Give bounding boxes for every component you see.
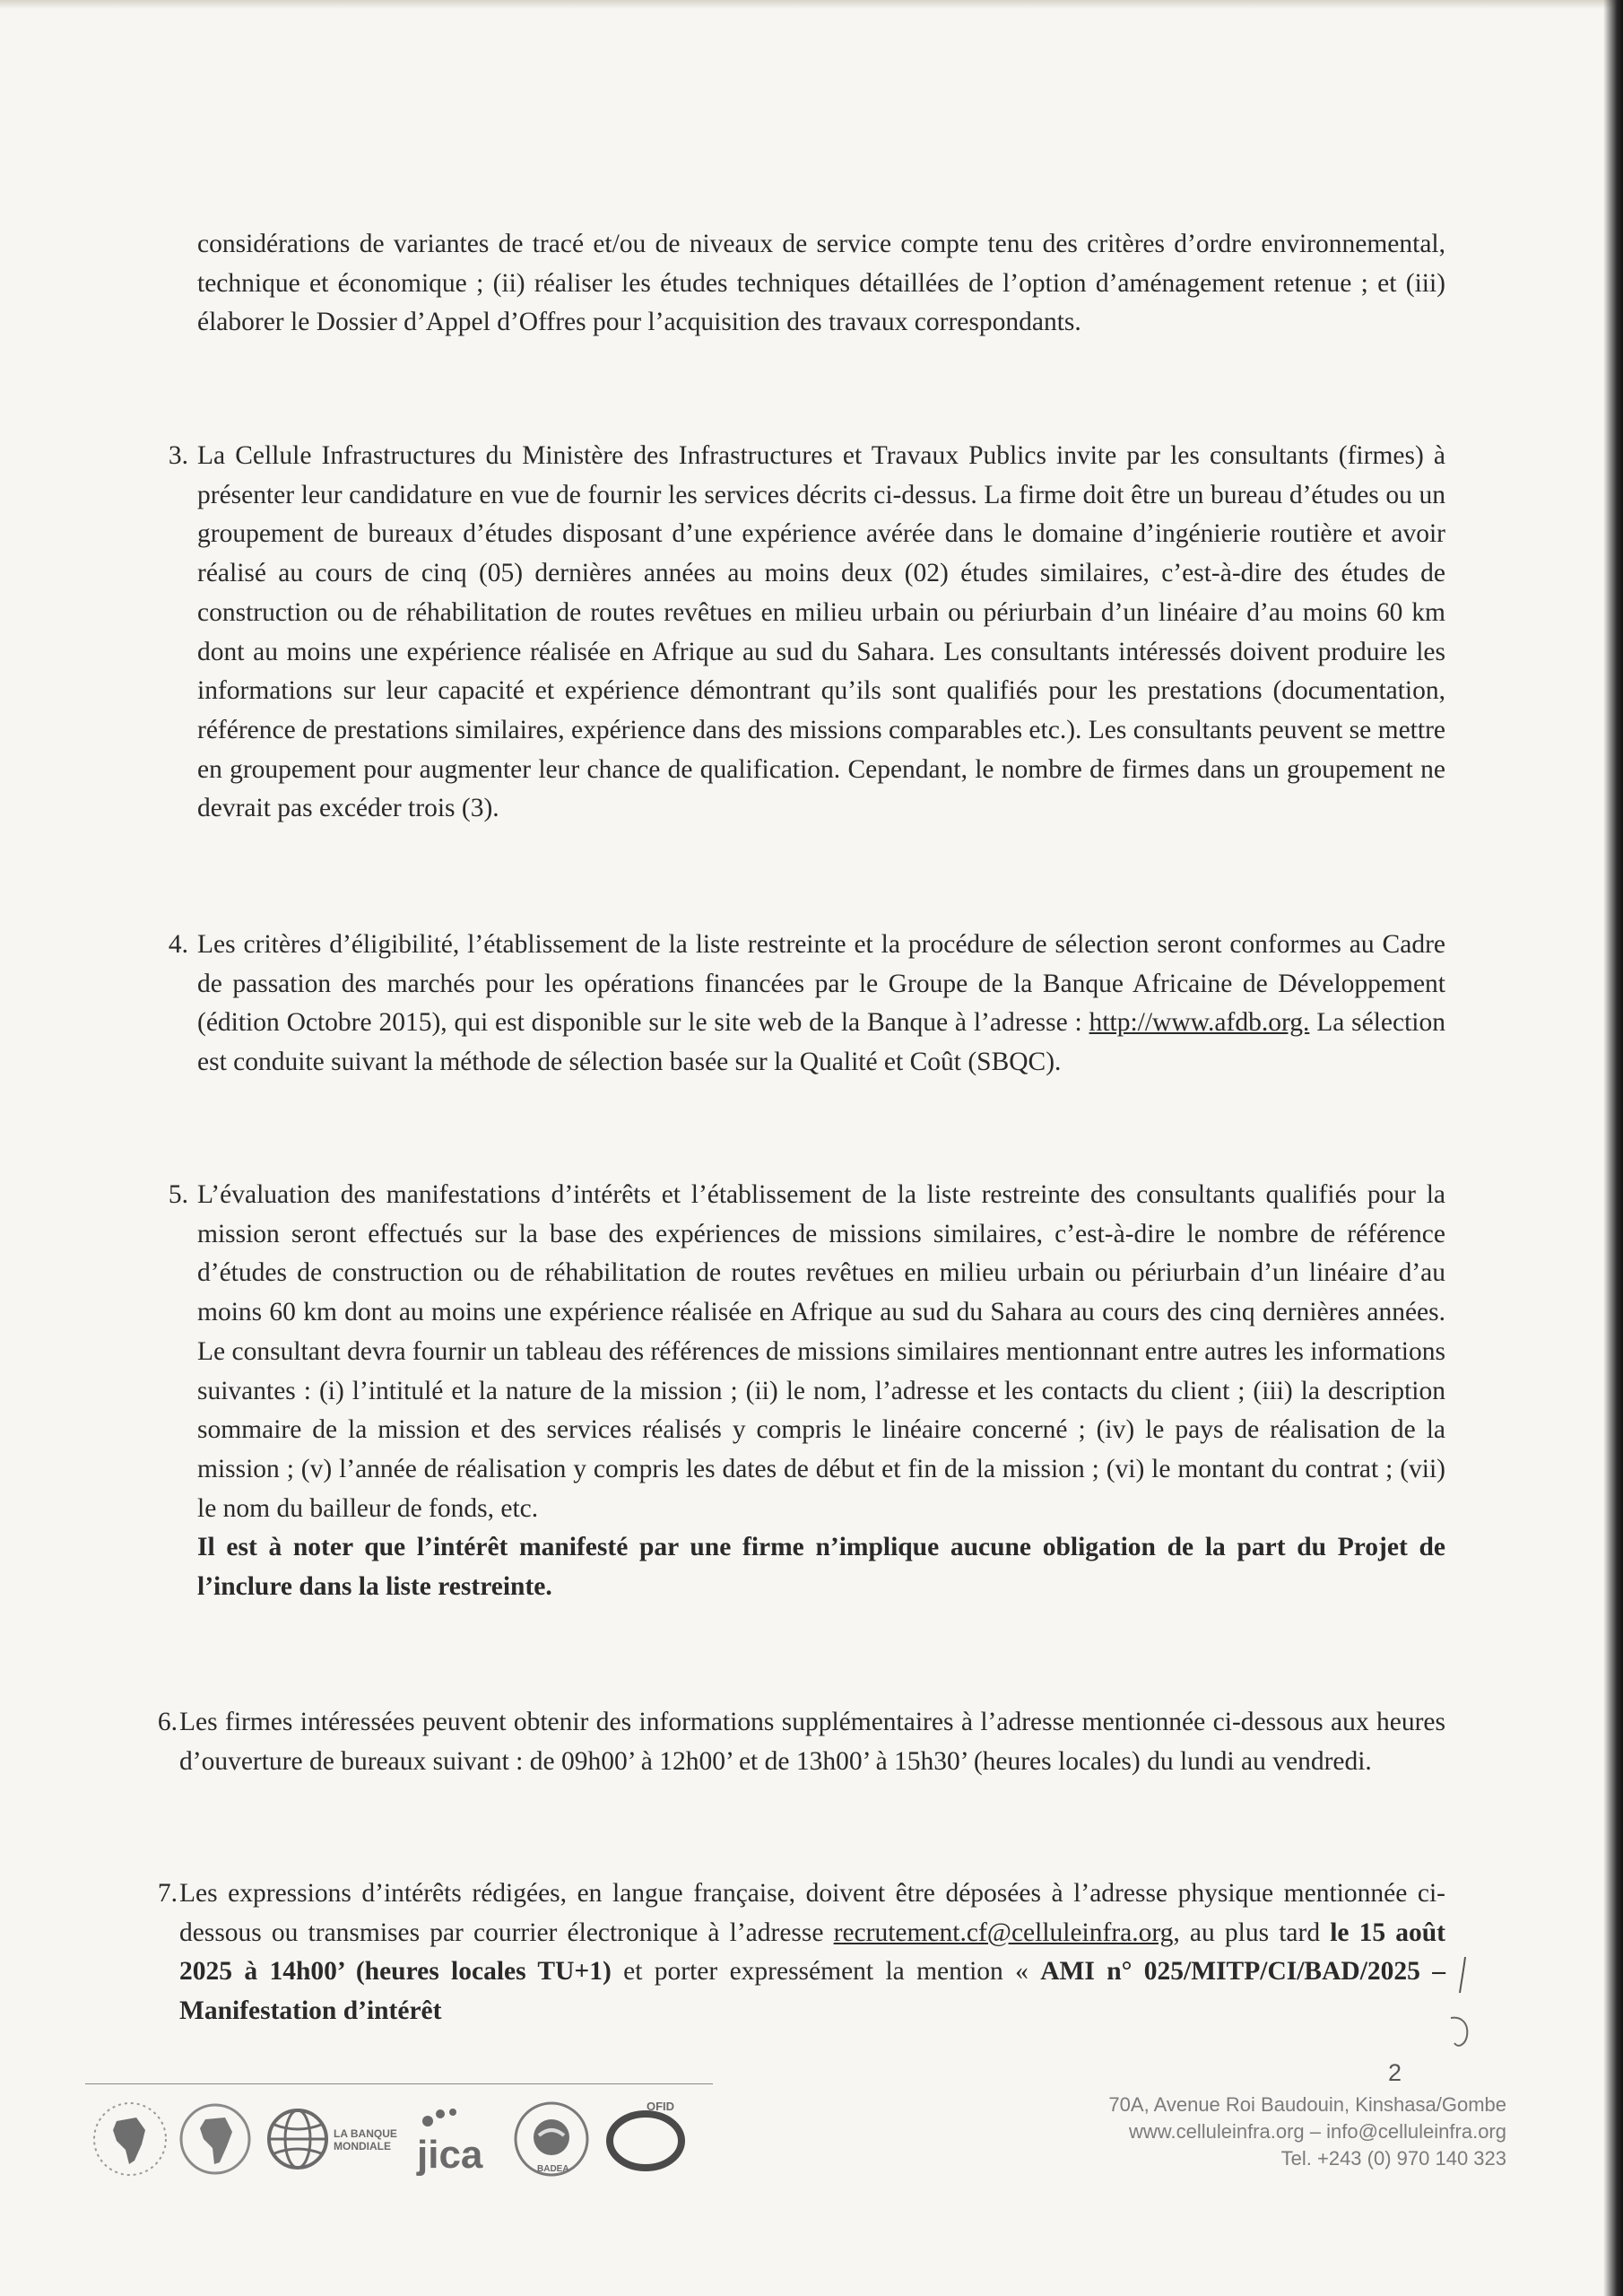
item-text-part: La sélection est conduite suivant la méthode de sélection basée sur la Qualité et Coût (SBQC). bbox=[197, 1008, 1445, 1077]
bold-notice: Il est à noter que l’intérêt manifesté par une firme n’implique aucune obligation de la part du Projet de l’inclure dans la liste restreinte. bbox=[197, 1533, 1445, 1602]
item-text-part: et porter expressément la mention « bbox=[611, 1957, 1041, 1987]
jica-wordmark: jica bbox=[417, 2133, 483, 2177]
item-text bbox=[197, 926, 1445, 1083]
page-number: 2 bbox=[1388, 2059, 1402, 2086]
item-text-part: , au plus tard bbox=[1173, 1918, 1331, 1947]
web-email-line: www.celluleinfra.org – info@celluleinfra.org bbox=[1129, 2120, 1506, 2143]
phone-line: Tel. +243 (0) 970 140 323 bbox=[1280, 2147, 1506, 2170]
item-text bbox=[197, 1176, 1445, 1607]
lead-paragraph: considérations de variantes de tracé et/ou de niveaux de service compte tenu des critères d’ordre environnemental, technique et économique ; (ii) réaliser les études techniques détaillées de l’option d’aménagement retenue ; et (iii) élaborer le Dossier d’Appel d’Offres pour l’acquisition des travaux correspondants. bbox=[197, 230, 1445, 337]
ofid-logo bbox=[596, 2094, 695, 2184]
afdb-link[interactable]: http://www.afdb.org. bbox=[1089, 1008, 1310, 1038]
footer-address bbox=[950, 2092, 1506, 2172]
item-text: Les firmes intéressées peuvent obtenir des informations supplémentaires à l’adresse mentionnée ci-dessous aux heures d’ouverture de bureaux suivant : de 09h00’ à 12h00’ et de 13h00’ à 15h30’ (heures locales) du lundi au vendredi. bbox=[179, 1708, 1445, 1776]
afdb-logo bbox=[90, 2094, 170, 2184]
email-link[interactable]: recrutement.cf@celluleinfra.org bbox=[833, 1918, 1174, 1947]
world-bank-logo bbox=[260, 2094, 412, 2184]
world-bank-line2: MONDIALE bbox=[334, 2140, 391, 2152]
item-text-part: L’évaluation des manifestations d’intérêts et l’établissement de la liste restreinte des consultants qualifiés pour la mission seront effectués sur la base des expériences de missions similaires, c’est-à-dire le nombre de référence d’études de construction ou de réhabilitation de routes revêtues en milieu urbain ou périurbain d’un linéaire d’au moins 60 km dont au moins une expérience réalisée en Afrique au sud du Sahara au cours des cinq dernières années. Le consultant devra fournir un tableau des références de missions similaires mentionnant entre autres les informations suivantes : (i) l’intitulé et la nature de la mission ; (ii) le nom, l’adresse et les contacts du client ; (iii) la description sommaire de la mission et des services réalisés y compris le linéaire concerné ; (iv) le pays de réalisation de la mission ; (v) l’année de réalisation y compris les dates de début et fin de la mission ; (vi) le montant du contrat ; (vii) le nom du bailleur de fonds, etc. bbox=[197, 1180, 1445, 1523]
item-number: 3. bbox=[168, 441, 188, 470]
item-text-part: Les expressions d’intérêts rédigées, en langue française, doivent être déposées à l’adresse physique mentionnée ci-dessous ou transmises par courrier électronique à l’adresse bbox=[179, 1879, 1445, 1947]
jica-logo bbox=[408, 2094, 507, 2184]
item-number: 4. bbox=[168, 930, 188, 959]
handwritten-margin-mark bbox=[1445, 1953, 1478, 2052]
item-text-part: Les critères d’éligibilité, l’établissement de la liste restreinte et la procédure de sélection seront conformes au Cadre de passation des marchés pour les opérations financées par le Groupe de la Banque Africaine de Développement (édition Octobre 2015), qui est disponible sur le site web de la Banque à l’adresse : bbox=[197, 930, 1445, 1038]
deadline: le 15 août 2025 à 14h00’ (heures locales TU+1) bbox=[179, 1918, 1446, 1987]
item-number: 7. bbox=[157, 1879, 178, 1908]
footer-divider bbox=[85, 2083, 713, 2084]
item-text: La Cellule Infrastructures du Ministère des Infrastructures et Travaux Publics invite par les consultants (firmes) à présenter leur candidature en vue de fournir les services décrits ci-dessus. La firme doit être un bureau d’études ou un groupement de bureaux d’études disposant d’une expérience avérée dans le domaine d’ingénierie routière et avoir réalisé au cours de cinq (05) dernières années au moins deux (02) études similaires, c’est-à-dire des études de construction ou de réhabilitation de routes revêtues en milieu urbain ou périurbain d’un linéaire d’au moins 60 km dont au moins une expérience réalisée en Afrique au sud du Sahara. Les consultants intéressés doivent produire les informations sur leur capacité et expérience démontrant qu’ils sont qualifiés pour les prestations (documentation, référence de prestations similaires, expérience dans des missions comparables etc.). Les consultants peuvent se mettre en groupement pour augmenter leur chance de qualification. Cependant, le nombre de firmes dans un groupement ne devrait pas excéder trois (3). bbox=[197, 441, 1445, 823]
item-number: 5. bbox=[168, 1180, 188, 1209]
badea-wordmark: BADEA bbox=[537, 2164, 569, 2174]
scan-right-edge bbox=[1603, 0, 1623, 2296]
scan-top-edge bbox=[0, 0, 1623, 9]
item-number: 6. bbox=[157, 1708, 178, 1736]
address-line: 70A, Avenue Roi Baudouin, Kinshasa/Gombe bbox=[1108, 2093, 1506, 2116]
ofid-wordmark: OFID bbox=[647, 2100, 675, 2113]
africa-fund-logo bbox=[175, 2094, 256, 2184]
world-bank-line1: LA BANQUE bbox=[334, 2127, 397, 2140]
partner-logos bbox=[90, 2094, 699, 2184]
ami-reference: AMI n° 025/MITP/CI/BAD/2025 – Manifestation d’intérêt bbox=[179, 1957, 1446, 2026]
badea-logo bbox=[507, 2094, 596, 2184]
item-text bbox=[179, 1874, 1445, 2031]
